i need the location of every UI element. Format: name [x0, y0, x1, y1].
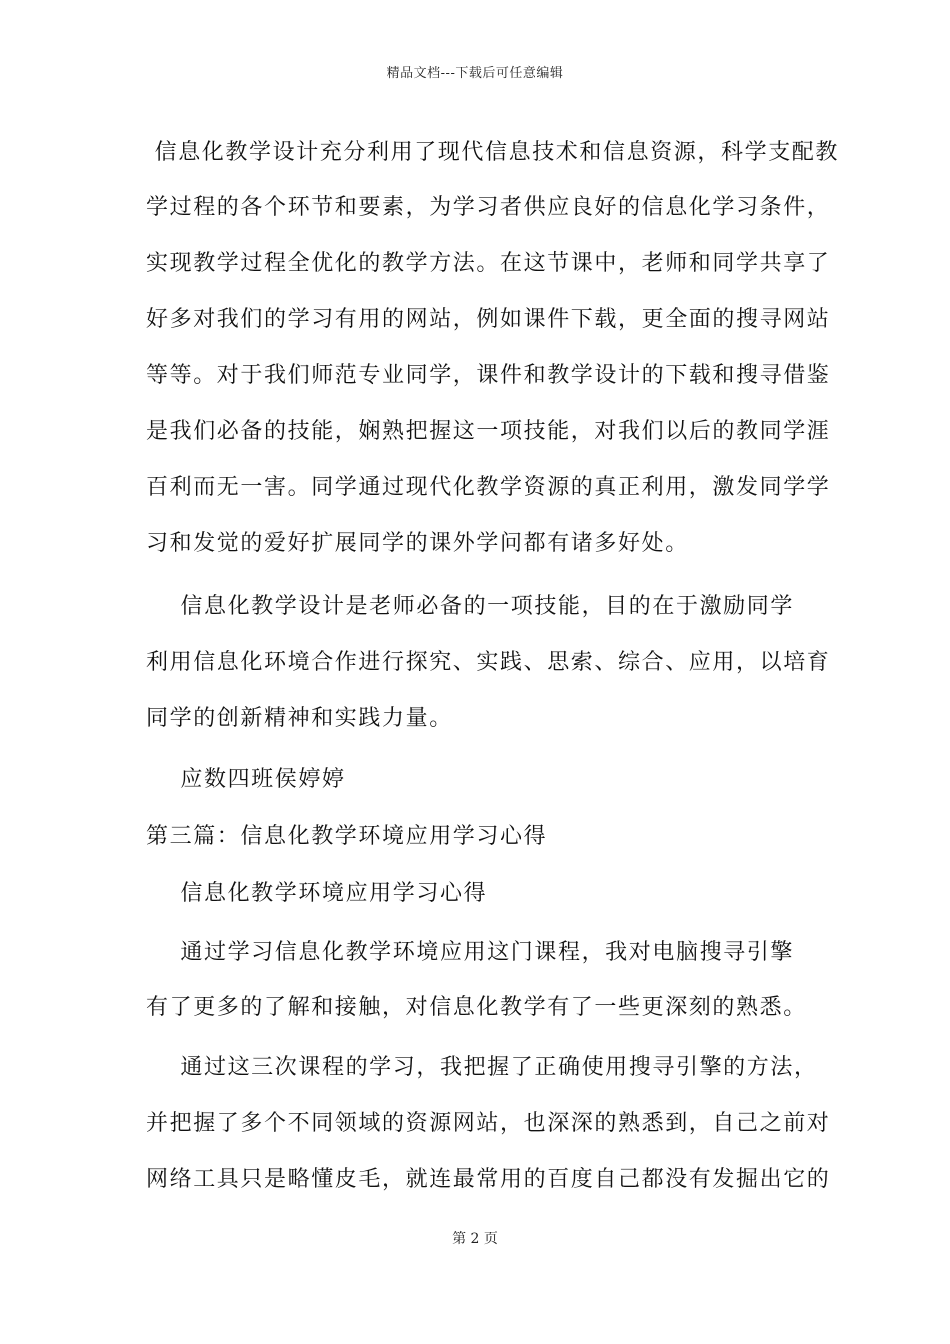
text-line: 通过这三次课程的学习，我把握了正确使用搜寻引擎的方法，: [146, 1055, 818, 1080]
section-title: 第三篇：信息化教学环境应用学习心得: [146, 824, 548, 849]
text-line: 习和发觉的爱好扩展同学的课外学问都有诸多好处。: [146, 531, 689, 556]
article-title: 信息化教学环境应用学习心得: [146, 881, 488, 906]
text-line: 网络工具只是略懂皮毛，就连最常用的百度自己都没有发掘出它的: [146, 1167, 831, 1192]
text-line: 信息化教学设计是老师必备的一项技能，目的在于激励同学: [146, 594, 794, 619]
text-line: 信息化教学设计充分利用了现代信息技术和信息资源，科学支配教: [146, 140, 839, 165]
page-header: 精品文档---下载后可任意编辑: [386, 66, 564, 81]
signature-line: 应数四班侯婷婷: [146, 767, 346, 792]
text-line: 学过程的各个环节和要素，为学习者供应良好的信息化学习条件，: [146, 195, 831, 220]
text-line: 百利而无一害。同学通过现代化教学资源的真正利用，激发同学学: [146, 475, 831, 500]
text-line: 通过学习信息化教学环境应用这门课程，我对电脑搜寻引擎: [146, 940, 794, 965]
text-line: 并把握了多个不同领域的资源网站，也深深的熟悉到，自己之前对: [146, 1111, 831, 1136]
text-line: 是我们必备的技能，娴熟把握这一项技能，对我们以后的教同学涯: [146, 419, 831, 444]
text-line: 实现教学过程全优化的教学方法。在这节课中，老师和同学共享了: [146, 251, 831, 276]
text-line: 好多对我们的学习有用的网站，例如课件下载，更全面的搜寻网站: [146, 307, 831, 332]
text-line: 利用信息化环境合作进行探究、实践、思索、综合、应用，以培育: [146, 650, 831, 675]
page-number: 第 2 页: [452, 1231, 498, 1247]
text-line: 同学的创新精神和实践力量。: [146, 706, 453, 731]
text-line: 等等。对于我们师范专业同学，课件和教学设计的下载和搜寻借鉴: [146, 363, 831, 388]
text-line: 有了更多的了解和接触，对信息化教学有了一些更深刻的熟悉。: [146, 995, 807, 1020]
